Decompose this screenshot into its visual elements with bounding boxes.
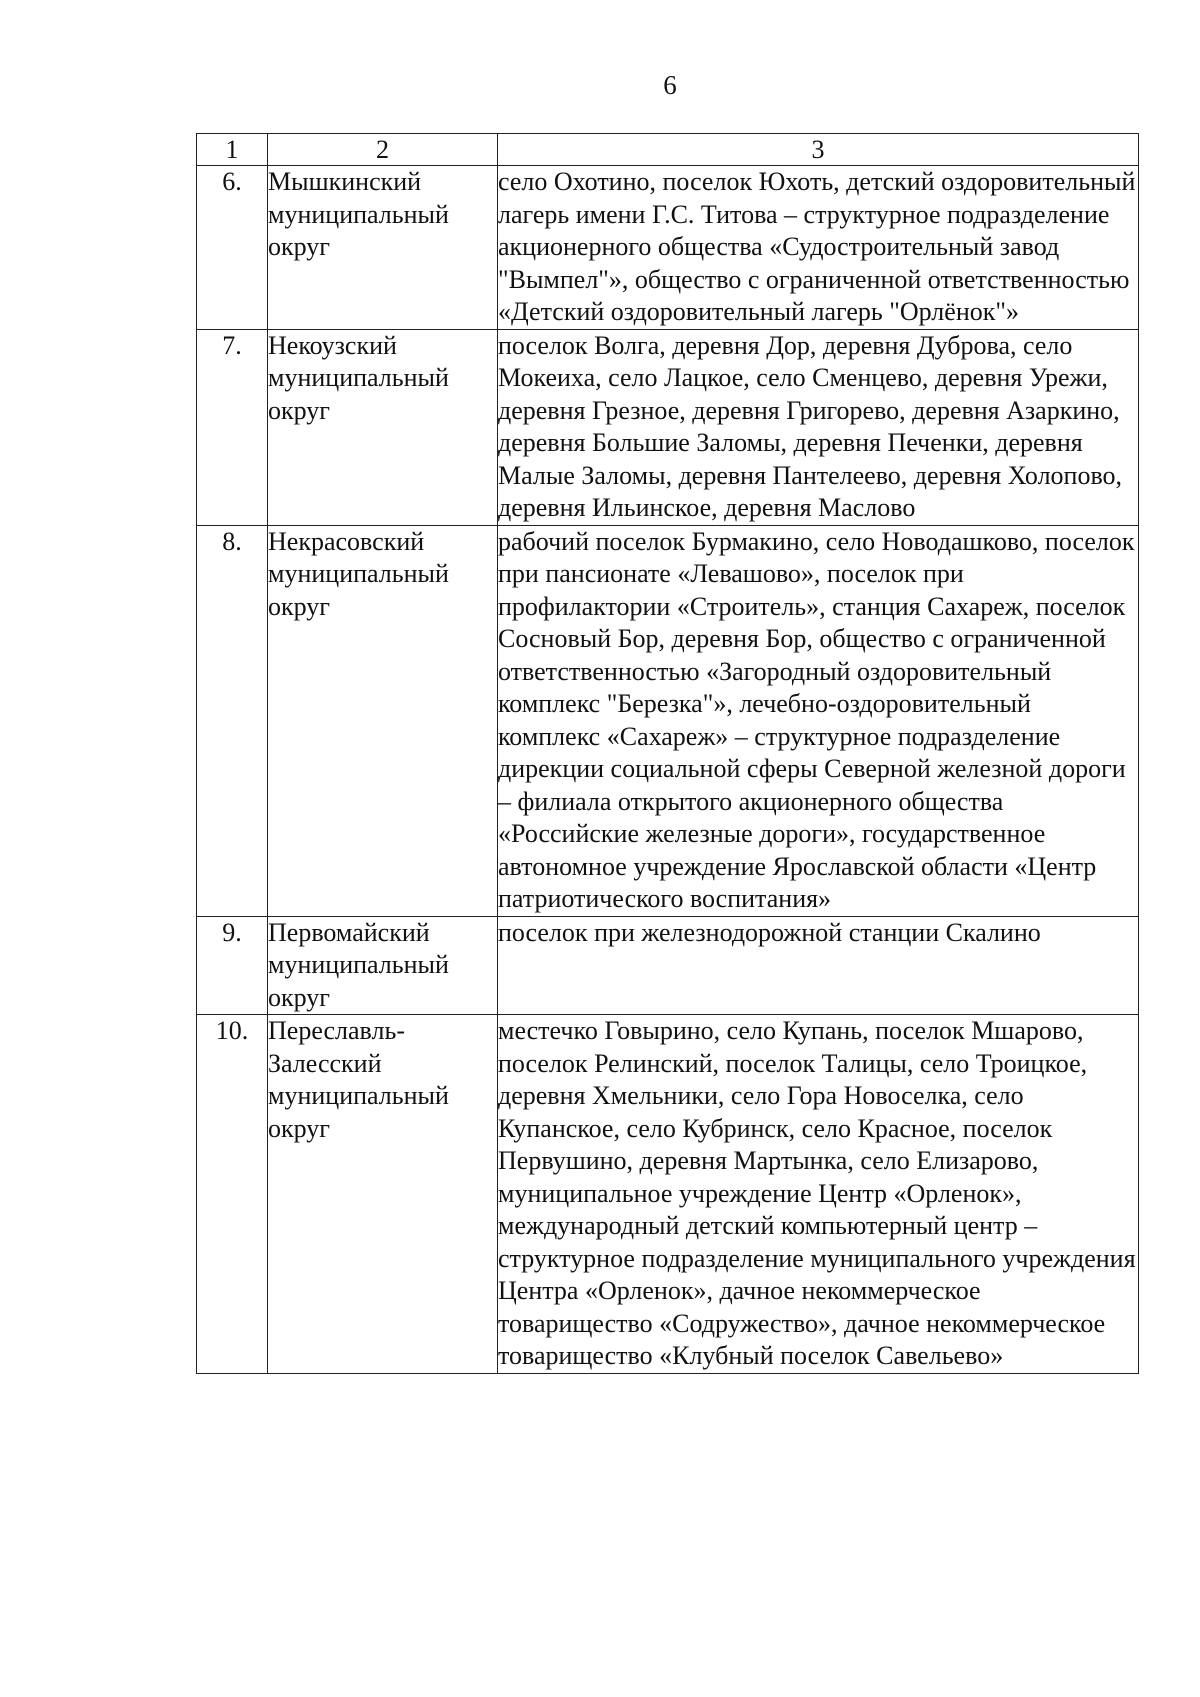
- table-header-row: [197, 134, 1139, 166]
- row-number: 6.: [197, 166, 268, 330]
- table-row: [197, 916, 1139, 1015]
- settlement-list: рабочий поселок Бурмакино, село Новодашково, поселок при пансионате «Левашово», поселок при профилактории «Строитель», станция Сахареж, поселок Сосновый Бор, деревня Бор, общество с ограниченной ответственностью «Загородный оздоровительный комплекс "Березка"», лечебно-оздоровительный комплекс «Сахареж» – структурное подразделение дирекции социальной сферы Северной железной дороги – филиала открытого акционерного общества «Российские железные дороги», государственное автономное учреждение Ярославской области «Центр патриотического воспитания»: [498, 525, 1139, 916]
- table-row: [197, 329, 1139, 525]
- district-name: Переславль- Залесский муниципальный округ: [268, 1015, 498, 1374]
- page-number: 6: [663, 70, 677, 100]
- district-name: Первомайский муниципальный округ: [268, 916, 498, 1015]
- settlement-list: поселок Волга, деревня Дор, деревня Дуброва, село Мокеиха, село Лацкое, село Сменцево, деревня Урежи, деревня Грезное, деревня Григорево, деревня Азаркино, деревня Большие Заломы, деревня Печенки, деревня Малые Заломы, деревня Пантелеево, деревня Холопово, деревня Ильинское, деревня Маслово: [498, 329, 1139, 525]
- district-name: Некрасовский муниципальный округ: [268, 525, 498, 916]
- table-row: [197, 525, 1139, 916]
- row-number: 9.: [197, 916, 268, 1015]
- table-row: [197, 166, 1139, 330]
- district-name: Мышкинский муниципальный округ: [268, 166, 498, 330]
- column-header-places: 3: [498, 134, 1139, 166]
- row-number: 10.: [197, 1015, 268, 1374]
- row-number: 7.: [197, 329, 268, 525]
- settlement-list: поселок при железнодорожной станции Скалино: [498, 916, 1139, 1015]
- district-name: Некоузский муниципальный округ: [268, 329, 498, 525]
- settlement-list: местечко Говырино, село Купань, поселок Мшарово, поселок Релинский, поселок Талицы, село Троицкое, деревня Хмельники, село Гора Новоселка, село Купанское, село Кубринск, село Красное, поселок Первушино, деревня Мартынка, село Елизарово, муниципальное учреждение Центр «Орленок», международный детский компьютерный центр – структурное подразделение муниципального учреждения Центра «Орленок», дачное некоммерческое товарищество «Содружество», дачное некоммерческое товарищество «Клубный поселок Савельево»: [498, 1015, 1139, 1374]
- table-row: [197, 1015, 1139, 1374]
- municipal-districts-table: [196, 133, 1139, 1374]
- column-header-district: 2: [268, 134, 498, 166]
- column-header-number: 1: [197, 134, 268, 166]
- settlement-list: село Охотино, поселок Юхоть, детский оздоровительный лагерь имени Г.С. Титова – структурное подразделение акционерного общества «Судостроительный завод "Вымпел"», общество с ограниченной ответственностью «Детский оздоровительный лагерь "Орлёнок"»: [498, 166, 1139, 330]
- row-number: 8.: [197, 525, 268, 916]
